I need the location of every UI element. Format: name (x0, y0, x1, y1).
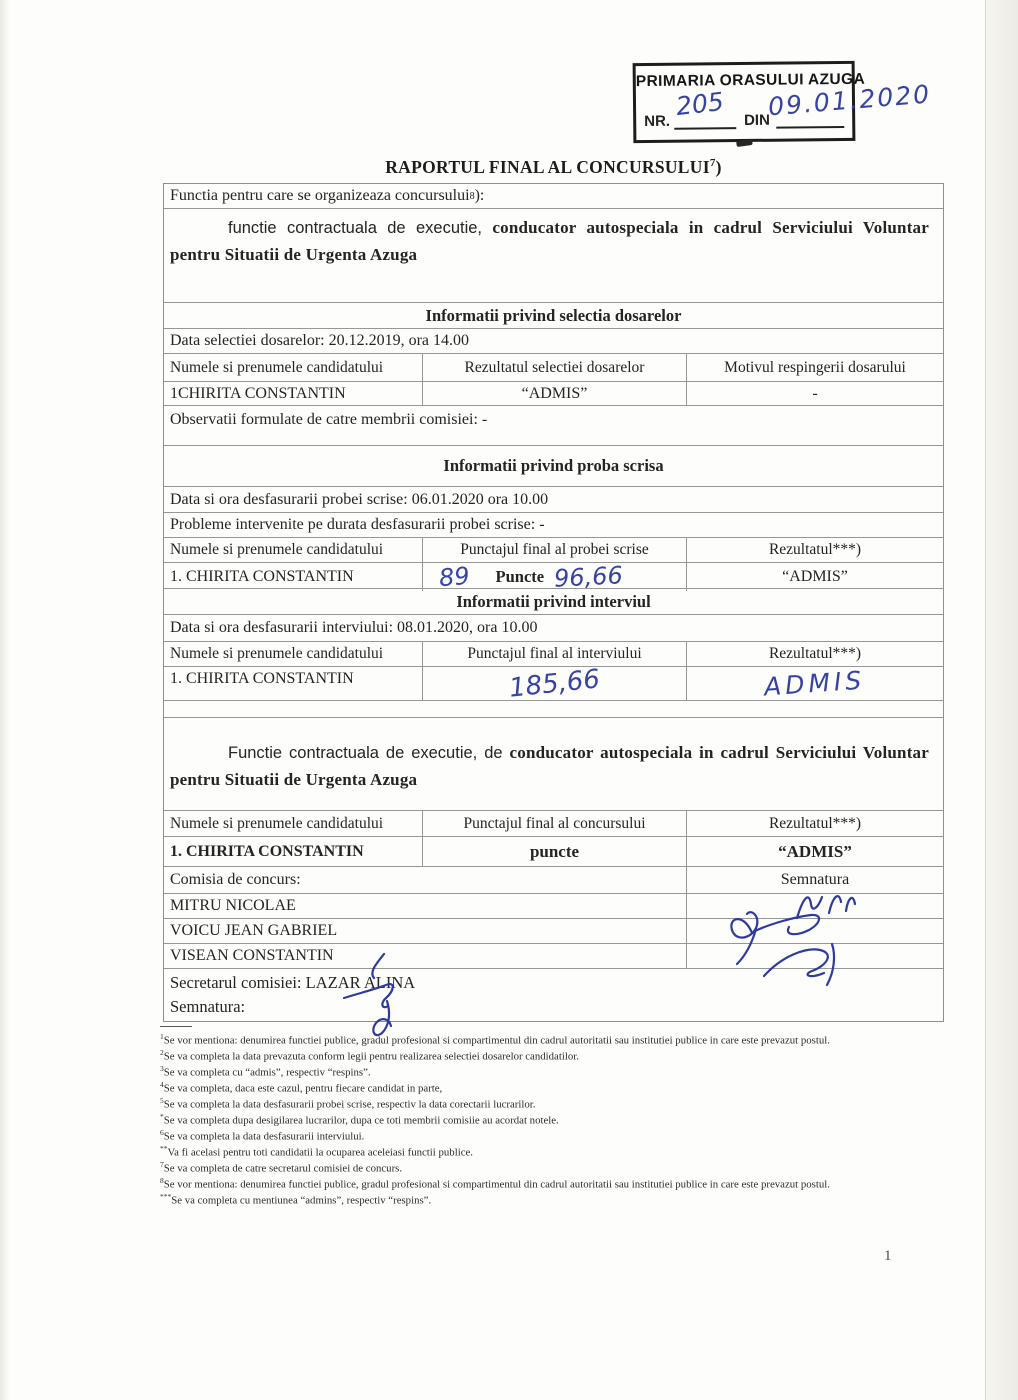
handwritten-score-89: 89 (437, 561, 471, 593)
header-punctaj-proba-scrisa: Punctajul final al probei scrise (422, 538, 686, 562)
cell-rezultat-proba-scrisa: “ADMIS” (686, 563, 943, 591)
secretar-line: Secretarul comisiei: LAZAR ALINA (170, 973, 416, 993)
row-secretar (164, 969, 943, 1021)
document-title-close: ) (715, 157, 722, 177)
final-data-row (164, 837, 943, 867)
header-motiv-respingere: Motivul respingerii dosarului (686, 354, 943, 381)
header-punctaj-interviu: Punctajul final al interviului (422, 642, 686, 666)
footnote-text: Se va completa de catre secretarul comisiei de concurs. (163, 1162, 403, 1175)
member-row-visean (164, 944, 943, 969)
stamp-title: PRIMARIA ORASULUI AZUGA (635, 70, 866, 91)
puncte-label: Puncte (495, 567, 545, 586)
section-heading-selectia-dosarelor: Informatii privind selectia dosarelor (164, 303, 943, 329)
document-title-sup: 7 (709, 157, 716, 170)
footnote-text: Se va completa cu mentiunea “admins”, respectiv “respins”. (171, 1194, 432, 1207)
post2-bold-text: conducator autospeciala in cadrul Serviciului Voluntar pentru Situatii de Urgenta Azuga (170, 743, 929, 789)
footnote-marker: 5 (160, 1095, 164, 1105)
row-data-selectiei: Data selectiei dosarelor: 20.12.2019, ora 14.00 (164, 329, 943, 354)
footnote (160, 1144, 964, 1160)
header-rezultat: Rezultatul***) (686, 538, 943, 562)
selectie-header-row (164, 354, 943, 382)
footnote-text: Se va completa dupa desigilarea lucrarilor, dupa ce toti membrii comisiie au acordat notele. (163, 1114, 559, 1127)
footnote-marker: * (160, 1111, 164, 1121)
footnote-text: Va fi acelasi pentru toti candidatii la ocuparea aceleiasi functii publice. (167, 1146, 473, 1159)
footnote (160, 1160, 964, 1176)
functia-label: Functia pentru care se organizeaza concursului (170, 187, 470, 204)
footnote (160, 1128, 964, 1144)
secretar-cell (164, 967, 421, 1023)
cell-rezultat-interviu (686, 667, 943, 700)
footnotes-block (160, 1026, 964, 1207)
footnote (160, 1112, 964, 1128)
footnote-marker: *** (160, 1191, 172, 1201)
member-name: VOICU JEAN GABRIEL (170, 922, 338, 939)
footnote-text: Se va completa la data desfasurarii probei scrise, respectiv la data corectarii lucrarilor. (163, 1098, 536, 1111)
interviu-data-row (164, 663, 943, 704)
member-signature-area (686, 919, 943, 943)
handwritten-score-96: 96,66 (553, 561, 624, 593)
footnote-marker: 6 (160, 1127, 164, 1137)
proba-scrisa-header-row (164, 538, 943, 563)
page-number: 1 (884, 1248, 892, 1264)
proba-scrisa-data-row (164, 561, 943, 593)
post2-normal-text: Functie contractuala de executie, de (228, 744, 510, 762)
row-post-description-2 (164, 718, 943, 811)
interviu-header-row (164, 642, 943, 667)
header-rezultat: Rezultatul***) (686, 642, 943, 666)
post1-normal-text: functie contractuala de executie, (228, 219, 493, 237)
final-header-row (164, 811, 943, 837)
footnote-text: Se va completa cu “admis”, respectiv “respins”. (163, 1066, 371, 1079)
row-data-interviu: Data si ora desfasurarii interviului: 08.01.2020, ora 10.00 (164, 615, 943, 642)
cell-punctaj-interviu (422, 663, 686, 704)
footnote-text: Se va completa, daca este cazul, pentru fiecare candidat in parte, (163, 1082, 443, 1095)
row-post-description-1 (164, 209, 943, 303)
stamp-nr-label: NR. (644, 112, 671, 131)
section-heading-proba-scrisa: Informatii privind proba scrisa (164, 446, 943, 487)
footnote-marker: 1 (160, 1032, 164, 1041)
member-row-mitru (164, 894, 943, 919)
header-candidate-name: Numele si prenumele candidatului (170, 814, 384, 832)
stamp-din-label: DIN (743, 111, 770, 130)
semnatura-line: Semnatura: (170, 997, 246, 1016)
row-data-proba-scrisa: Data si ora desfasurarii probei scrise: 06.01.2020 ora 10.00 (164, 487, 943, 513)
cell-candidate-name: 1CHIRITA CONSTANTIN (170, 384, 346, 402)
stamp-date-value-handwritten: 09.01.2020 (767, 79, 933, 122)
footnote (160, 1032, 964, 1048)
selectie-data-row (164, 382, 943, 406)
semnatura-column-label: Semnatura (686, 867, 943, 893)
scan-left-shade (0, 0, 10, 1400)
comisia-header-row (164, 867, 943, 894)
cell-candidate-name: 1. CHIRITA CONSTANTIN (170, 568, 354, 585)
scan-right-edge (985, 0, 1018, 1400)
footnote-marker: 4 (160, 1079, 164, 1089)
footnote (160, 1176, 964, 1192)
cell-rezultat-selectie: “ADMIS” (422, 382, 686, 405)
footnote (160, 1048, 964, 1064)
cell-candidate-name: 1. CHIRITA CONSTANTIN (170, 670, 354, 687)
member-name: MITRU NICOLAE (170, 897, 296, 914)
member-signature-area (686, 894, 943, 918)
header-punctaj-concurs: Punctajul final al concursului (422, 811, 686, 836)
footnote (160, 1192, 964, 1208)
footnote-marker: 7 (160, 1159, 164, 1169)
footnote-text: Se vor mentiona: denumirea functiei publice, gradul profesional si compartimentul din cadrul autoritatii sau institutiei publice in care este prevazut postul. (163, 1178, 830, 1191)
row-functia (164, 184, 943, 209)
footnote-marker: 3 (160, 1063, 164, 1073)
footnote (160, 1096, 964, 1112)
footnote-text: Se va completa la data prevazuta conform legii pentru realizarea selectiei dosarelor candidatilor. (163, 1050, 579, 1063)
footnote-text: Se vor mentiona: denumirea functiei publice, gradul profesional si compartimentul din cadrul autoritatii sau institutiei publice in care este prevazut postul. (163, 1034, 830, 1047)
post1-bold-text: conducator autospeciala in cadrul Serviciului Voluntar pentru Situatii de Urgenta Azuga (170, 218, 930, 264)
header-rezultat-selectie: Rezultatul selectiei dosarelor (422, 354, 686, 381)
row-empty-spacer (164, 701, 943, 718)
footnote (160, 1064, 964, 1080)
member-signature-area (686, 944, 943, 968)
footnote (160, 1080, 964, 1096)
header-candidate-name: Numele si prenumele candidatului (170, 645, 384, 662)
cell-rezultat-final: “ADMIS” (686, 837, 943, 866)
stamp-ink-mark (736, 139, 753, 147)
cell-motiv-respingere: - (686, 382, 943, 405)
footnote-separator (160, 1026, 192, 1027)
header-candidate-name: Numele si prenumele candidatului (170, 358, 384, 376)
member-name: VISEAN CONSTANTIN (170, 947, 334, 964)
functia-close: ): (474, 187, 485, 204)
row-observatii: Observatii formulate de catre membrii comisiei: - (164, 406, 943, 446)
stamp-nr-value-handwritten: 205 (674, 86, 726, 122)
handwritten-admis: ADMIS (763, 665, 867, 702)
header-candidate-name: Numele si prenumele candidatului (170, 541, 384, 558)
functia-sup: 8 (469, 190, 475, 202)
cell-puncte: puncte (422, 837, 686, 866)
footnote-marker: 8 (160, 1175, 164, 1185)
footnote-marker: 2 (160, 1047, 164, 1057)
header-rezultat: Rezultatul***) (686, 811, 943, 836)
handwritten-interview-score: 185,66 (507, 663, 602, 704)
report-table (163, 183, 944, 1022)
document-title (163, 157, 944, 178)
footnote-text: Se va completa la data desfasurarii interviului. (163, 1130, 365, 1143)
member-row-voicu (164, 919, 943, 944)
cell-punctaj-proba-scrisa (422, 563, 686, 591)
registration-stamp (633, 61, 933, 143)
section-heading-interviu: Informatii privind interviul (164, 589, 943, 615)
footnote-marker: ** (160, 1143, 168, 1153)
cell-candidate-name: 1. CHIRITA CONSTANTIN (170, 842, 364, 860)
document-title-text: RAPORTUL FINAL AL CONCURSULUI (385, 157, 710, 177)
comisia-label: Comisia de concurs: (170, 871, 301, 888)
row-probleme-proba-scrisa: Probleme intervenite pe durata desfasurarii probei scrise: - (164, 513, 943, 538)
